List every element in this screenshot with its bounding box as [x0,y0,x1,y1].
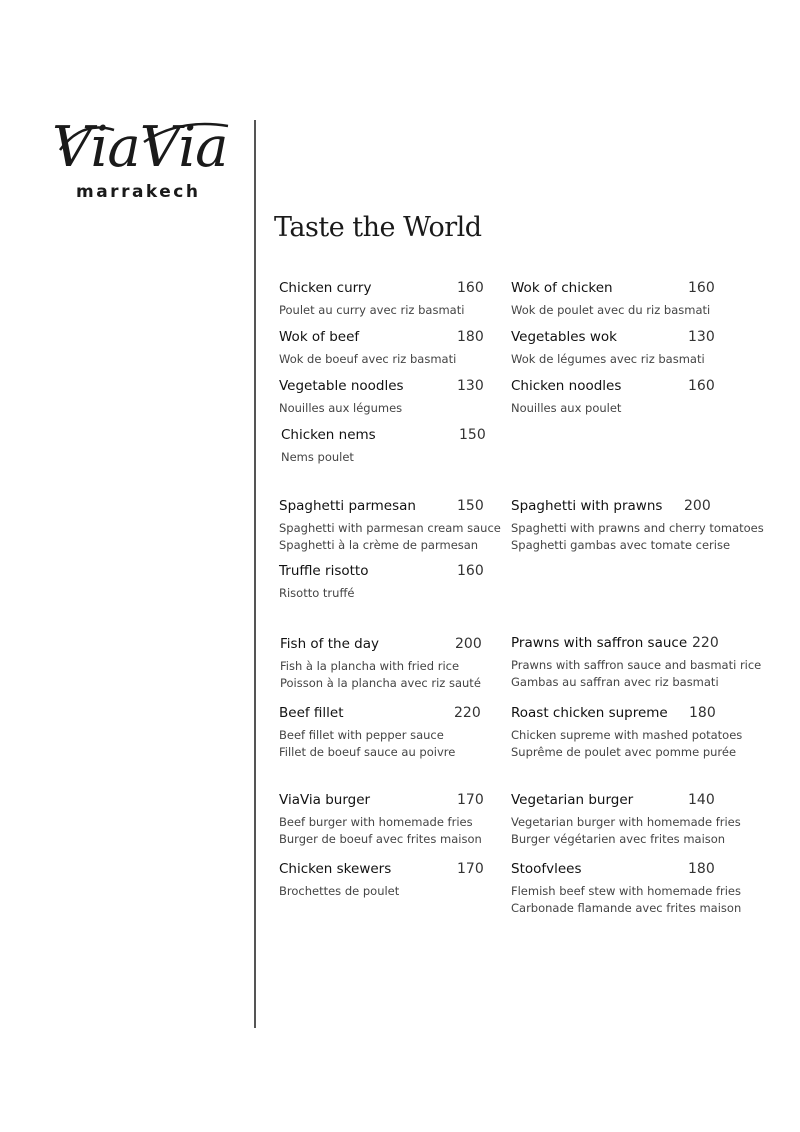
item-name: Vegetables wok [511,329,618,345]
item-description: Spaghetti with prawns and cherry tomatoes Spaghetti gambas avec tomate cerise [511,521,764,552]
item-description: Wok de boeuf avec riz basmati [279,352,457,366]
item-name: Wok of chicken [511,280,613,296]
item-description: Beef fillet with pepper sauce Fillet de boeuf sauce au poivre [279,728,456,759]
item-price: 150 [457,498,484,514]
item-price: 140 [688,792,715,808]
item-price: 160 [688,280,715,296]
brand-logo [52,116,237,208]
item-price: 150 [459,427,486,443]
item-name: Vegetable noodles [279,378,404,394]
item-name: Vegetarian burger [511,792,634,808]
item-name: Spaghetti parmesan [279,498,416,514]
item-description: Nems poulet [281,450,354,464]
item-description: Nouilles aux légumes [279,401,403,415]
brand-name: ViaVia [52,115,228,180]
item-name: Prawns with saffron sauce [511,635,688,651]
item-name: Beef fillet [279,705,344,721]
item-price: 170 [457,792,484,808]
item-name: Fish of the day [280,636,379,652]
item-description: Wok de légumes avec riz basmati [511,352,705,366]
page-title: Taste the World [274,212,482,243]
item-description: Prawns with saffron sauce and basmati rice Gambas au saffran avec riz basmati [511,658,762,689]
item-name: Truffle risotto [279,563,369,579]
item-description: Fish à la plancha with fried rice Poisson à la plancha avec riz sauté [280,659,481,690]
item-description: Chicken supreme with mashed potatoes Suprême de poulet avec pomme purée [511,728,743,759]
item-description: Wok de poulet avec du riz basmati [511,303,711,317]
item-name: Chicken curry [279,280,372,296]
item-name: Roast chicken supreme [511,705,668,721]
item-description: Flemish beef stew with homemade fries Carbonade flamande avec frites maison [511,884,742,915]
item-price: 220 [692,635,719,651]
item-price: 180 [688,861,715,877]
item-name: Spaghetti with prawns [511,498,663,514]
item-name: Wok of beef [279,329,360,345]
item-price: 180 [689,705,716,721]
divider-line [254,120,256,1028]
brand-city: marrakech [76,182,201,202]
item-name: Stoofvlees [511,861,582,877]
item-description: Beef burger with homemade fries Burger de boeuf avec frites maison [279,815,482,846]
item-description: Vegetarian burger with homemade fries Burger végétarien avec frites maison [511,815,741,846]
item-price: 160 [457,280,484,296]
item-description: Brochettes de poulet [279,884,400,898]
item-name: ViaVia burger [279,792,371,808]
item-description: Spaghetti with parmesan cream sauce Spaghetti à la crème de parmesan [279,521,501,552]
item-name: Chicken nems [281,427,376,443]
item-price: 200 [455,636,482,652]
item-price: 160 [457,563,484,579]
item-name: Chicken skewers [279,861,392,877]
item-price: 220 [454,705,481,721]
item-price: 180 [457,329,484,345]
item-price: 130 [688,329,715,345]
item-price: 160 [688,378,715,394]
item-description: Risotto truffé [279,586,355,600]
item-price: 130 [457,378,484,394]
item-name: Chicken noodles [511,378,622,394]
item-price: 200 [684,498,711,514]
item-description: Nouilles aux poulet [511,401,622,415]
item-price: 170 [457,861,484,877]
item-description: Poulet au curry avec riz basmati [279,303,465,317]
